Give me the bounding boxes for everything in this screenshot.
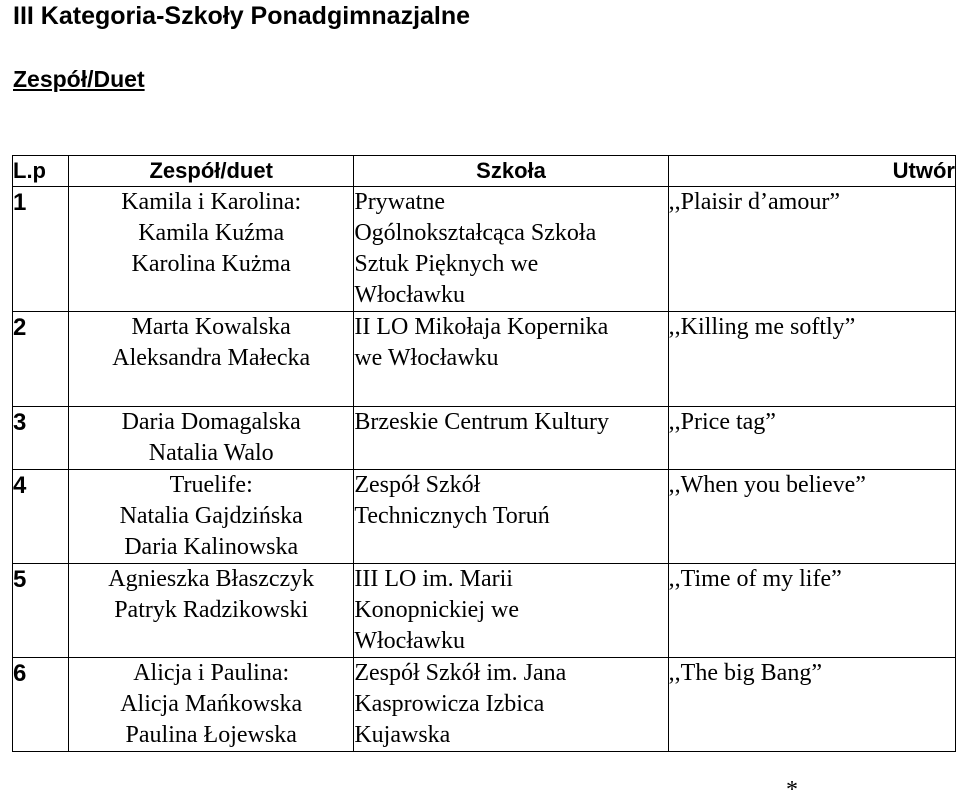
school-line: Zespół Szkół [354, 472, 481, 498]
school-line: Zespół Szkół im. Jana [354, 660, 567, 686]
school-cell [354, 564, 668, 658]
school-line: Ogólnokształcąca Szkoła [354, 220, 597, 246]
school-cell [354, 658, 668, 752]
table-row [13, 564, 956, 658]
school-line: Konopnickiej we [354, 597, 519, 623]
team-cell [69, 658, 354, 752]
row-number: 1 [13, 187, 69, 312]
school-line: Kasprowicza Izbica [354, 691, 545, 717]
team-line: Agnieszka Błaszczyk [108, 566, 315, 592]
table-row [13, 187, 956, 312]
row-number: 2 [13, 312, 69, 407]
table-row [13, 470, 956, 564]
school-line: Włocławku [354, 282, 465, 308]
team-line: Kamila i Karolina: [121, 189, 302, 215]
table-header-row [13, 156, 956, 187]
team-line: Aleksandra Małecka [112, 345, 311, 371]
section-subtitle: Zespół/Duet [13, 66, 145, 92]
school-line: Brzeskie Centrum Kultury [354, 409, 609, 435]
school-cell [354, 407, 668, 470]
team-line: Daria Kalinowska [124, 534, 299, 560]
row-number: 5 [13, 564, 69, 658]
team-cell [69, 564, 354, 658]
team-line: Alicja i Paulina: [133, 660, 290, 686]
header-team: Zespół/duet [69, 156, 354, 187]
team-cell [69, 312, 354, 407]
school-line: we Włocławku [354, 345, 499, 371]
row-number: 6 [13, 658, 69, 752]
header-song: Utwór [668, 156, 955, 187]
table-row [13, 658, 956, 752]
song-cell: ,,When you believe” [668, 470, 955, 564]
song-cell: ,,Killing me softly” [668, 312, 955, 407]
table-row [13, 312, 956, 407]
team-line: Patryk Radzikowski [114, 597, 309, 623]
team-cell [69, 407, 354, 470]
team-line: Natalia Walo [148, 440, 274, 466]
page-title: III Kategoria-Szkoły Ponadgimnazjalne [13, 2, 471, 30]
footer-asterisk: * [786, 777, 798, 803]
school-line: Technicznych Toruń [354, 503, 550, 529]
table-row [13, 407, 956, 470]
team-line: Karolina Kużma [131, 251, 291, 277]
song-cell: ,,Plaisir d’amour” [668, 187, 955, 312]
header-school: Szkoła [354, 156, 668, 187]
song-cell: ,,The big Bang” [668, 658, 955, 752]
school-cell [354, 187, 668, 312]
school-line: Włocławku [354, 628, 465, 654]
school-line: III LO im. Marii [354, 566, 513, 592]
school-line: Kujawska [354, 722, 451, 748]
song-cell: ,,Price tag” [668, 407, 955, 470]
team-line: Kamila Kuźma [138, 220, 285, 246]
school-line: Sztuk Pięknych we [354, 251, 539, 277]
header-lp: L.p [13, 156, 69, 187]
row-number: 3 [13, 407, 69, 470]
school-cell [354, 470, 668, 564]
school-line: Prywatne [354, 189, 445, 215]
song-cell: ,,Time of my life” [668, 564, 955, 658]
team-line: Daria Domagalska [121, 409, 301, 435]
team-cell [69, 470, 354, 564]
school-line: II LO Mikołaja Kopernika [354, 314, 609, 340]
team-line: Truelife: [169, 472, 253, 498]
team-cell [69, 187, 354, 312]
team-line: Alicja Mańkowska [120, 691, 303, 717]
results-table [12, 155, 956, 752]
team-line: Marta Kowalska [131, 314, 291, 340]
school-cell [354, 312, 668, 407]
team-line: Paulina Łojewska [125, 722, 297, 748]
row-number: 4 [13, 470, 69, 564]
team-line: Natalia Gajdzińska [119, 503, 303, 529]
